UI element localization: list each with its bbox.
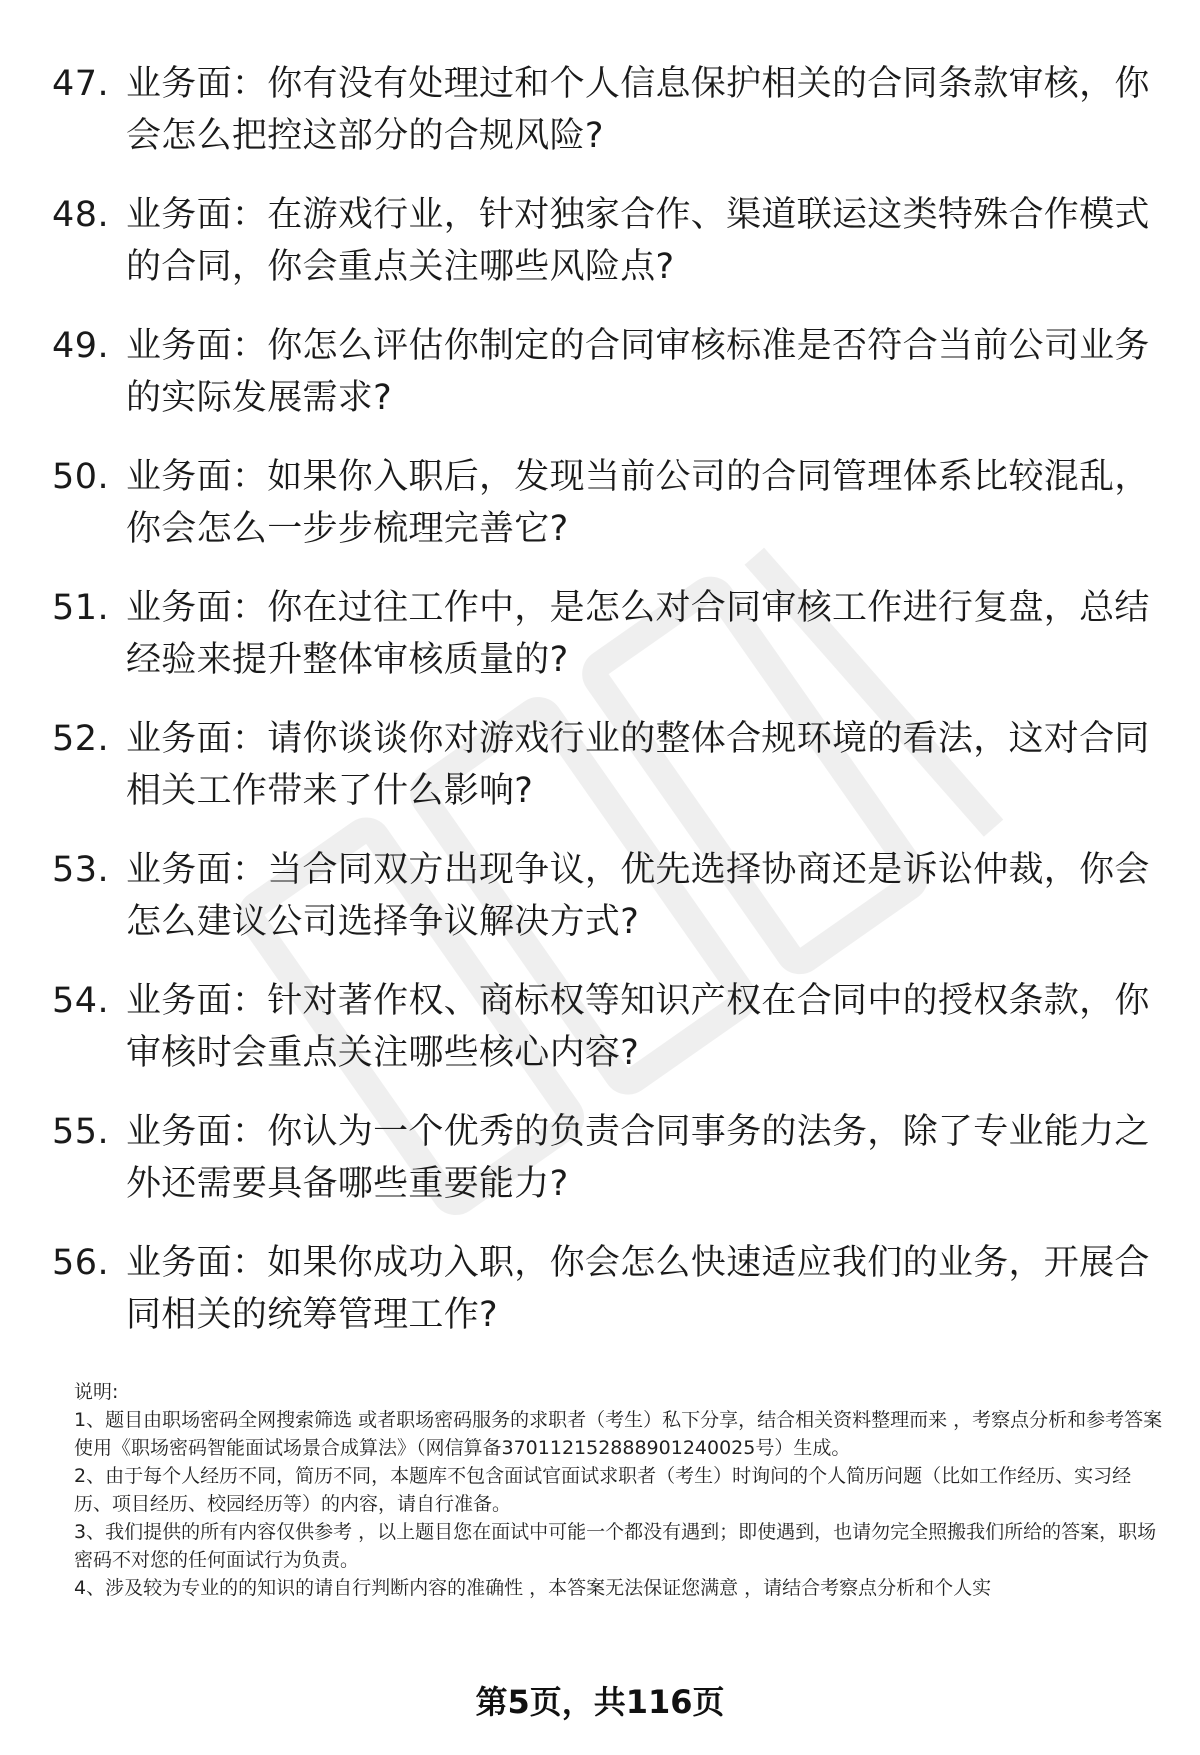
question-text: 业务面：你认为一个优秀的负责合同事务的法务，除了专业能力之外还需要具备哪些重要能力? bbox=[126, 1112, 1150, 1204]
note-item: 4、涉及较为专业的的知识的请自行判断内容的准确性 ，本答案无法保证您满意 ，请结合考察点分析和个人实 bbox=[74, 1577, 992, 1599]
notes-section bbox=[74, 1378, 1164, 1602]
question-list bbox=[0, 52, 1200, 1362]
question-number: 49. bbox=[52, 326, 110, 366]
question-text: 业务面：你在过往工作中，是怎么对合同审核工作进行复盘，总结经验来提升整体审核质量的? bbox=[126, 588, 1150, 680]
question-number: 51. bbox=[52, 588, 110, 628]
question-item bbox=[0, 1100, 1200, 1231]
question-text: 业务面：你怎么评估你制定的合同审核标准是否符合当前公司业务的实际发展需求? bbox=[126, 326, 1150, 418]
question-item bbox=[0, 183, 1200, 314]
note-item: 2、由于每个人经历不同，简历不同，本题库不包含面试官面试求职者（考生）时询问的个人简历问题（比如工作经历、实习经历、项目经历、校园经历等）的内容，请自行准备。 bbox=[74, 1465, 1132, 1515]
question-item bbox=[0, 969, 1200, 1100]
question-text: 业务面：请你谈谈你对游戏行业的整体合规环境的看法，这对合同相关工作带来了什么影响? bbox=[126, 719, 1150, 811]
question-number: 56. bbox=[52, 1243, 110, 1283]
question-number: 55. bbox=[52, 1112, 110, 1152]
question-number: 48. bbox=[52, 195, 110, 235]
question-text: 业务面：你有没有处理过和个人信息保护相关的合同条款审核，你会怎么把控这部分的合规风险? bbox=[126, 64, 1150, 156]
question-item bbox=[0, 838, 1200, 969]
question-item bbox=[0, 445, 1200, 576]
note-item: 3、我们提供的所有内容仅供参考 ，以上题目您在面试中可能一个都没有遇到；即使遇到，也请勿完全照搬我们所给的答案，职场密码不对您的任何面试行为负责。 bbox=[74, 1521, 1157, 1571]
question-number: 53. bbox=[52, 850, 110, 890]
question-text: 业务面：针对著作权、商标权等知识产权在合同中的授权条款，你审核时会重点关注哪些核心内容? bbox=[126, 981, 1150, 1073]
question-text: 业务面：当合同双方出现争议，优先选择协商还是诉讼仲裁，你会怎么建议公司选择争议解决方式? bbox=[126, 850, 1150, 942]
notes-heading: 说明: bbox=[74, 1381, 119, 1403]
question-number: 50. bbox=[52, 457, 110, 497]
question-number: 54. bbox=[52, 981, 110, 1021]
page-number: 第5页，共116页 bbox=[475, 1683, 725, 1721]
question-item bbox=[0, 1231, 1200, 1362]
question-text: 业务面：如果你成功入职，你会怎么快速适应我们的业务，开展合同相关的统筹管理工作? bbox=[126, 1243, 1150, 1335]
question-item bbox=[0, 707, 1200, 838]
question-text: 业务面：如果你入职后，发现当前公司的合同管理体系比较混乱，你会怎么一步步梳理完善它? bbox=[126, 457, 1150, 549]
question-item bbox=[0, 576, 1200, 707]
question-number: 47. bbox=[52, 64, 110, 104]
question-item bbox=[0, 52, 1200, 183]
note-item: 1、题目由职场密码全网搜索筛选 或者职场密码服务的求职者（考生）私下分享，结合相关资料整理而来 ，考察点分析和参考答案使用《职场密码智能面试场景合成算法》（网信算备370112152888901240025号）生成。 bbox=[74, 1409, 1163, 1459]
question-text: 业务面：在游戏行业，针对独家合作、渠道联运这类特殊合作模式的合同，你会重点关注哪些风险点? bbox=[126, 195, 1150, 287]
question-number: 52. bbox=[52, 719, 110, 759]
question-item bbox=[0, 314, 1200, 445]
